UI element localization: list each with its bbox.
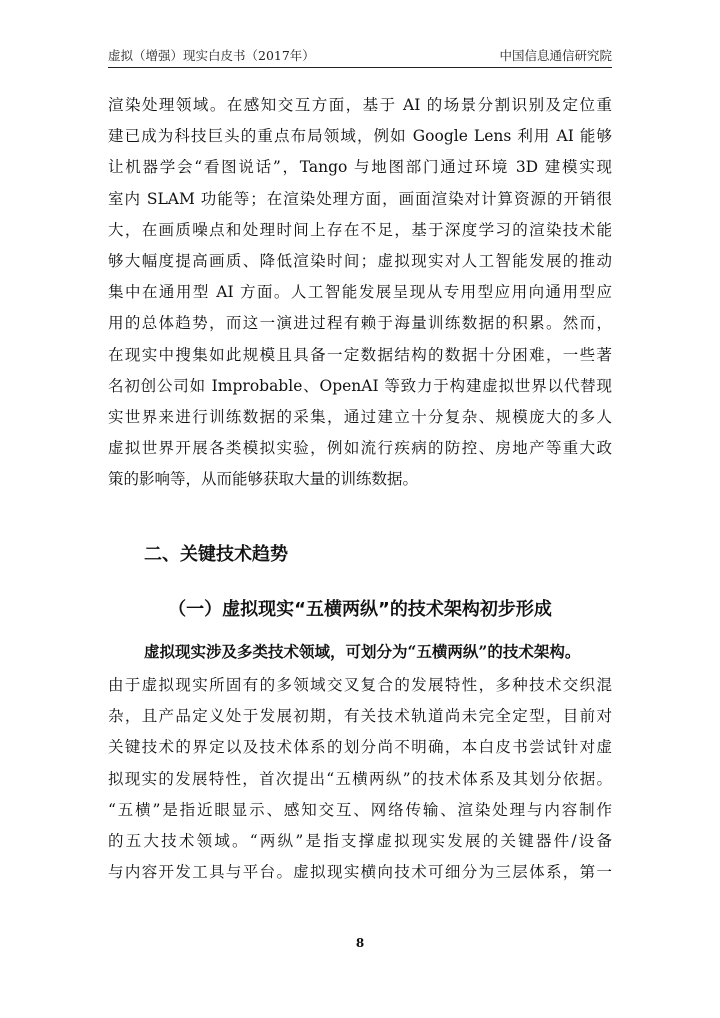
text-line: 拟现实的发展特性，首次提出“五横两纵”的技术体系及其划分依据。: [108, 769, 612, 788]
header-organization: 中国信息通信研究院: [499, 48, 612, 63]
bold-lead-sentence: 虚拟现实涉及多类技术领域，可划分为“五横两纵”的技术架构。: [144, 642, 581, 661]
header-doc-title: 虚拟（增强）现实白皮书（2017年）: [108, 48, 315, 63]
subsection-heading: （一）虚拟现实“五横两纵”的技术架构初步形成: [168, 599, 552, 620]
text-line: 杂，且产品定义处于发展初期，有关技术轨道尚未完全定型，目前对: [108, 707, 612, 726]
paragraph-1: [108, 90, 612, 495]
text-line: 大，在画质噪点和处理时间上存在不足，基于深度学习的渲染技术能: [108, 220, 612, 239]
text-line: 集中在通用型 AI 方面。人工智能发展呈现从专用型应用向通用型应: [108, 283, 612, 302]
text-line: 建已成为科技巨头的重点布局领域，例如 Google Lens 利用 AI 能够: [108, 127, 612, 146]
text-line: “五横”是指近眼显示、感知交互、网络传输、渲染处理与内容制作: [108, 800, 612, 819]
text-line: 虚拟世界开展各类模拟实验，例如流行疾病的防控、房地产等重大政: [108, 439, 612, 458]
section-heading: 二、关键技术趋势: [144, 544, 288, 565]
text-line: 关键技术的界定以及技术体系的划分尚不明确，本白皮书尝试针对虚: [108, 738, 612, 757]
text-line: 让机器学会“看图说话”，Tango 与地图部门通过环境 3D 建模实现: [108, 158, 612, 177]
text-line: 由于虚拟现实所固有的多领域交叉复合的发展特性，多种技术交织混: [108, 676, 612, 694]
text-line: 策的影响等，从而能够获取大量的训练数据。: [108, 470, 419, 489]
header-divider: [108, 67, 612, 68]
page-header: [108, 44, 612, 66]
text-line: 的五大技术领域。“两纵”是指支撑虚拟现实发展的关键器件/设备: [108, 831, 612, 850]
text-line: 够大幅度提高画质、降低渲染时间；虚拟现实对人工智能发展的推动: [108, 251, 612, 270]
text-line: 实世界来进行训练数据的采集，通过建立十分复杂、规模庞大的多人: [108, 407, 612, 426]
page-number: 8: [355, 936, 365, 950]
text-line: 用的总体趋势，而这一演进过程有赖于海量训练数据的积累。然而，: [108, 314, 612, 333]
text-line: 名初创公司如 Improbable、OpenAI 等致力于构建虚拟世界以代替现: [108, 376, 612, 395]
text-line: 在现实中搜集如此规模且具备一定数据结构的数据十分困难，一些著: [108, 345, 612, 364]
paragraph-2: [108, 670, 612, 888]
text-line: 室内 SLAM 功能等；在渲染处理方面，画面渲染对计算资源的开销很: [108, 189, 612, 208]
text-line: 与内容开发工具与平台。虚拟现实横向技术可细分为三层体系，第一: [108, 863, 612, 882]
text-line: 渲染处理领域。在感知交互方面，基于 AI 的场景分割识别及定位重: [108, 96, 612, 114]
